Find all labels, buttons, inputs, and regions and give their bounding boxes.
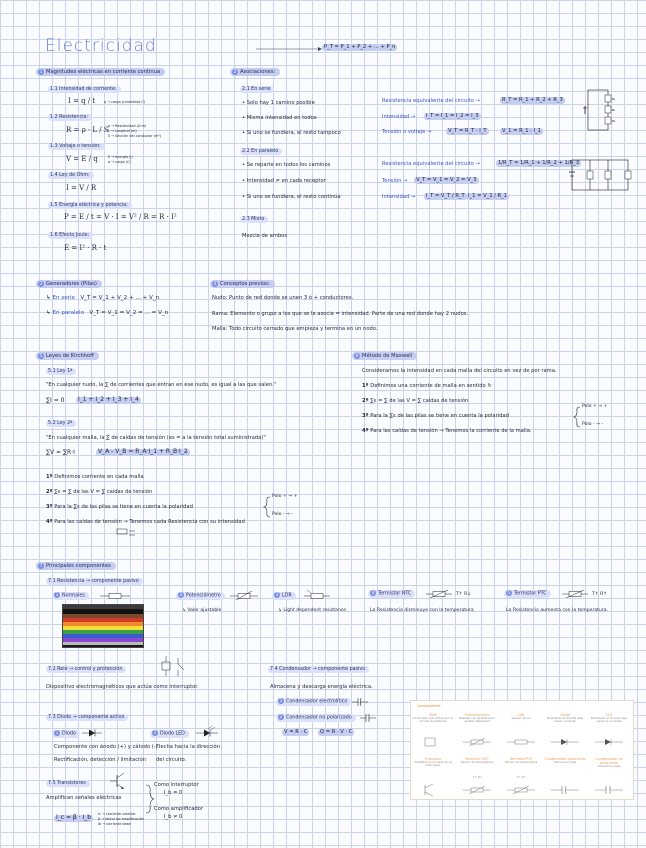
serie-label: 2.1 En serie: [240, 86, 274, 93]
voltage-note-2: q → carga (C): [108, 160, 131, 164]
table-ntc-rel: T↑ R↓: [473, 775, 483, 779]
law1-label: 5.1 Ley 1ª: [46, 368, 76, 375]
table-col-5-desc: Polarizado en directa deja pasar la corriente: [590, 716, 628, 724]
parallel-circuit-diagram: [570, 158, 632, 194]
s5-step-2: 2º ∑ε = ∑ de las V = ∑ caídas de tensión: [46, 489, 153, 495]
capacitor-icon: [360, 714, 376, 722]
table-col-1-title: Relé: [429, 713, 437, 717]
table-col2-2-desc: Sensor de temperatura: [460, 760, 494, 764]
electrolytic-capacitor-icon: [352, 698, 368, 706]
s6-polo-pos: Polo + → +: [582, 404, 608, 409]
current-note: q → carga (culombios C): [104, 100, 146, 104]
law2-quote: "En cualquier malla, la ∑ de caídas de tensión (es = a la tensión total suministrada)": [46, 435, 266, 441]
law2-formula-2: V_A - V_B = R_A·I_1 + R_B·I_2: [98, 448, 188, 455]
transistor-label: 7.5 Transistores: [46, 780, 90, 787]
mixto-label: 2.3 Mixto: [240, 216, 268, 223]
serie-bullet-2: • Misma intensidad en todos: [242, 115, 317, 122]
s1-item-3-label: 1.3 Voltaje o tensión:: [48, 143, 105, 150]
s1-item-2-label: 1.2 Resistencia:: [48, 114, 92, 121]
paralelo-bullet-2: • Intensidad ≠ en cada receptor: [242, 178, 326, 185]
transistor-note-2: β → factor de amplificación: [98, 817, 145, 821]
potenciometro-note: ↳ Valor ajustable: [182, 608, 222, 613]
components-reference-table: [410, 700, 634, 800]
section-3-header: 3 Generadores (Pilas): [36, 280, 102, 288]
table-col-3-desc: Sensor de luz: [511, 716, 531, 720]
s1-item-4-label: 1.4 Ley de Ohm:: [48, 172, 94, 179]
paralelo-resistance-formula: 1/R_T = 1/R_1 + 1/R_2 + 1/R_3: [498, 160, 579, 166]
table-col-3-title: LDR: [517, 713, 525, 717]
paralelo-voltage-text: Tensión →: [382, 178, 408, 184]
condensador-no-polarizado: 2 Condensador no polarizado: [276, 714, 356, 722]
s1-item-1-label: 1.1 Intensidad de corriente:: [48, 86, 121, 93]
paralelo-resistance-text: Resistencia equivalente del circuito →: [382, 161, 480, 167]
serie-voltage-formula-2: V_1 = R_1 · I_1: [502, 128, 541, 134]
transistor-note-3: Ib → corriente base: [98, 822, 131, 826]
generators-paralelo: ↳ En paralelo V_T = V_1 = V_2 = ... = V_n: [46, 310, 169, 316]
diodo-2-text-2: del circuito.: [156, 757, 187, 763]
paralelo-current-text: Intensidad →: [382, 194, 416, 200]
rele-text: Dispositivo electromagnéticos que actúa como interruptor.: [46, 684, 199, 690]
mixto-text: Mezcla de ambos: [242, 233, 288, 239]
tipo-ldr: 3 LDR: [272, 592, 296, 600]
ptc-relation: T↑ R↑: [592, 592, 608, 597]
condensador-label: 7.4 Condensador → componente pasivo: [268, 666, 369, 673]
condensador-text: Almacena y descarga energía eléctrica.: [270, 684, 373, 690]
resistance-note-1: ρ → Resistividad (Ω·m): [108, 124, 147, 128]
condensador-electrolitico: 1 Condensador electrolítico: [276, 698, 351, 706]
paralelo-bullet-3: • Si uno se fundiera, el resto continúa: [242, 194, 341, 201]
table-ptc-rel: T↑ R↑: [517, 775, 527, 779]
paralelo-voltage-formula: V_T = V_1 = V_2 = V_3: [416, 177, 477, 183]
page-title: Electricidad: [45, 36, 157, 56]
resistor-color-code-table: [62, 604, 144, 648]
resistor-symbol-icon: [100, 593, 130, 599]
table-col-5-title: LED: [605, 713, 613, 717]
table-symbols-row-2: [411, 783, 633, 797]
table-col2-4-title: Condensador polarizado: [544, 757, 586, 761]
law1-formula-2: I_1 + I_2 + I_3 + I_4: [78, 396, 139, 403]
transistor-note-1: Ic → corriente colector: [98, 812, 136, 816]
ptc-symbol-icon: [562, 589, 588, 599]
s5-step-4: 4º Para las caídas de tensión → Tenemos cada Resistencia con su intensidad: [46, 519, 245, 525]
law2-label: 5.2 Ley 2ª: [46, 420, 76, 427]
paralelo-bullet-1: • Se reparte en todos los caminos: [242, 162, 330, 169]
ohm-formula: I = V / R: [66, 184, 97, 192]
s6-step-4: 4º Para las caídas de tensión → Tenemos la corriente de la malla.: [362, 428, 532, 434]
paralelo-label: 2.2 En paralelo: [240, 148, 282, 155]
serie-resistance-formula: R_T = R_1 + R_2 + R_3: [502, 97, 563, 103]
concept-malla: Malla: Todo circuito cerrado que empieza y termina en un nodo.: [212, 326, 378, 332]
series-circuit-diagram: [580, 88, 616, 132]
section-7-header: 7 Principales componentes: [36, 562, 116, 570]
s5-brace-icon: [264, 496, 272, 518]
s6-step-1: 1º Definimos una corriente de malla en sentido ↻: [362, 383, 492, 389]
table-title: Componentes: [417, 704, 441, 708]
serie-resistance-text: Resistencia equivalente del circuito →: [382, 98, 480, 104]
joule-formula: E = I² · R · t: [64, 244, 107, 252]
transistor-case-1: Como interruptor: [154, 782, 199, 788]
table-col2-3-title: Termistor PTC: [509, 757, 533, 761]
serie-voltage-text: Tensión o voltaje →: [382, 129, 432, 135]
current-formula: I = q / t: [68, 97, 96, 105]
table-col-2-desc: Resistencia variable para ajustar intensidad: [459, 716, 495, 724]
s6-polo-neg: Polo - → -: [582, 422, 604, 427]
s1-item-5-label: 1.5 Energía eléctrica y potencia:: [48, 202, 132, 209]
transistor-formula: I_c = β · I_b: [56, 814, 92, 821]
serie-current-text: Intensidad →: [382, 114, 416, 120]
transistor-brace-icon: [146, 784, 154, 814]
tipo-ptc: 5 Termistor PTC: [504, 590, 551, 598]
table-col2-1-title: Transistor: [424, 757, 442, 761]
diodo-1-text-1: Componente con ánodo (+) y cátodo (-).: [54, 744, 160, 750]
s5-polo-neg: Polo - → -: [272, 512, 294, 517]
section-2-header: 2 Asociaciones:: [230, 68, 280, 76]
potentiometer-symbol-icon: [230, 590, 258, 600]
section-6-header: 6 Método de Maxwell: [352, 352, 417, 360]
voltage-formula: V = E / q: [66, 155, 98, 163]
section-4-header: 4 Conceptos previos:: [210, 280, 275, 288]
table-col-1-desc: Controlado que activa por un circuito de potencia: [412, 716, 454, 724]
condensador-formula-2: Q = R · V · C: [320, 729, 353, 735]
diodo-2-text-1: Flecha hacia la dirección: [156, 744, 220, 750]
s6-step-2: 2º ∑ε = ∑ de las V = ∑ caídas de tensión: [362, 398, 469, 404]
tipo-potenciometro: 2 Potenciómetro: [176, 592, 225, 600]
s5-step-1: 1º Definimos corriente en cada malla: [46, 474, 144, 480]
s5-step-3: 3º Para la ∑ε de las pilas se tiene en cuenta la polaridad: [46, 504, 193, 510]
ldr-note: ↳ Light dependent resistance: [278, 608, 347, 613]
title-arrow-icon: [256, 46, 326, 52]
section-1-header: 1 Magnitudes eléctricas en corriente continua: [36, 68, 165, 76]
paralelo-current-formula-2: I_1 = V_1 / R_1: [468, 193, 508, 199]
transistor-text: Amplifican señales eléctricas: [46, 795, 122, 801]
ntc-note: La Resistencia disminuye con la temperatura: [370, 608, 474, 613]
s6-step-3: 3º Para la ∑ε de las pilas se tiene en cuenta la polaridad: [362, 413, 509, 419]
law1-formula: ∑I = 0: [46, 397, 65, 404]
generators-serie: ↳ En serie V_T = V_1 + V_2 + ... + V_n: [46, 295, 160, 301]
concept-nudo: Nudo: Punto de red donde se unen 3 ó + conductores.: [212, 295, 354, 301]
transistor-case-2: Como amplificador: [154, 806, 203, 812]
table-symbols-row-1: [411, 735, 633, 749]
rele-label: 7.2 Relé → control y protección: [46, 666, 126, 673]
resistance-formula: R = ρ · L / S: [66, 126, 109, 134]
diodo-label: 7.3 Diodo → componente activo: [46, 714, 128, 721]
table-col2-1-desc: Amplifica la corriente en el interruptor: [414, 760, 452, 768]
paralelo-current-formula-1: I_T = V_T / R_T: [426, 193, 465, 199]
diode-symbol-icon: [82, 729, 102, 737]
transistor-case-1-formula: I_b = 0: [164, 790, 183, 796]
diodo-2-label: 2 Diodo LED: [150, 730, 189, 738]
s1-item-6-label: 1.6 Efecto Joule:: [48, 232, 93, 239]
tipo-normales: 1 Normales: [52, 592, 89, 600]
circuit-r3-label: R₃: [612, 119, 616, 123]
table-col2-3-desc: Sensor de temperatura: [504, 760, 538, 764]
s6-brace-icon: [574, 406, 582, 428]
voltage-note-1: E → energía (J): [108, 155, 133, 159]
ntc-relation: T↑ R↓: [456, 592, 472, 597]
table-col-4-title: Diodo: [560, 713, 570, 717]
resistance-note-2: L → Longitud (m): [108, 129, 137, 133]
serie-bullet-3: • Si uno se fundiera, el resto tampoco: [242, 130, 341, 137]
serie-current-formula: I_T = I_1 = I_2 = I_3: [426, 113, 479, 119]
ntc-symbol-icon: [426, 589, 452, 599]
led-symbol-icon: [196, 726, 218, 738]
diodo-1-text-2: Rectificación, detección / limitación: [54, 757, 146, 763]
serie-voltage-formula-1: V_T = R_T · I_T: [448, 128, 487, 134]
condensador-formula-1: V = R · C: [284, 729, 308, 735]
power-formula: P = E / t = V · I = V² / R = R · I²: [64, 213, 177, 221]
table-col-2-title: Potenciómetro: [464, 713, 490, 717]
resistencia-label: 7.1 Resistencia → componente pasivo: [46, 578, 143, 585]
table-col-4-desc: Polarizado en directa deja pasar corriente: [546, 716, 584, 724]
serie-bullet-1: • Solo hay 1 camino posible: [242, 100, 315, 107]
transistor-case-2-formula: I_b ≠ 0: [164, 814, 183, 820]
circuit-r1-label: R₁: [612, 97, 616, 101]
section-5-header: 5 Leyes de Kirchhoff: [36, 352, 99, 360]
s5-resistor-sign-icon: [115, 526, 141, 538]
table-col2-4-desc: Almacena carga: [553, 760, 577, 764]
resistance-note-3: S → Sección del conductor (m²): [108, 134, 162, 138]
concept-rama: Rama: Elemento o grupo a los que se le asocia = intensidad. Parte de una red donde hay 2 nudos.: [212, 311, 469, 317]
transistor-symbol-icon: [110, 772, 128, 790]
table-col2-5-title: Condensador no polarizado: [595, 757, 623, 765]
circuit-r2-label: R₂: [612, 108, 616, 112]
tipo-ntc: 4 Termistor NTC: [368, 590, 415, 598]
law2-formula: ∑V = ∑R·I: [46, 449, 75, 456]
ptc-note: La Resistencia aumenta con la temperatura.: [506, 608, 609, 613]
table-col2-2-title: Termistor NTC: [465, 757, 489, 761]
diodo-1-label: 1 Diodo: [52, 730, 80, 738]
ldr-symbol-icon: [304, 590, 330, 600]
law1-quote: "En cualquier nudo, la ∑ de corrientes que entran en ese nudo, es igual a las que salen.": [46, 382, 277, 388]
rele-symbol-icon: [160, 656, 190, 676]
s5-polo-pos: Polo + → +: [272, 494, 298, 499]
maxwell-intro: Consideramos la intensidad en cada malla del circuito en vez de por rama.: [362, 368, 557, 374]
total-power-formula: P_T = P_1 + P_2 + ... + P_n: [324, 44, 396, 50]
table-col2-5-desc: Almacena carga: [597, 764, 621, 768]
